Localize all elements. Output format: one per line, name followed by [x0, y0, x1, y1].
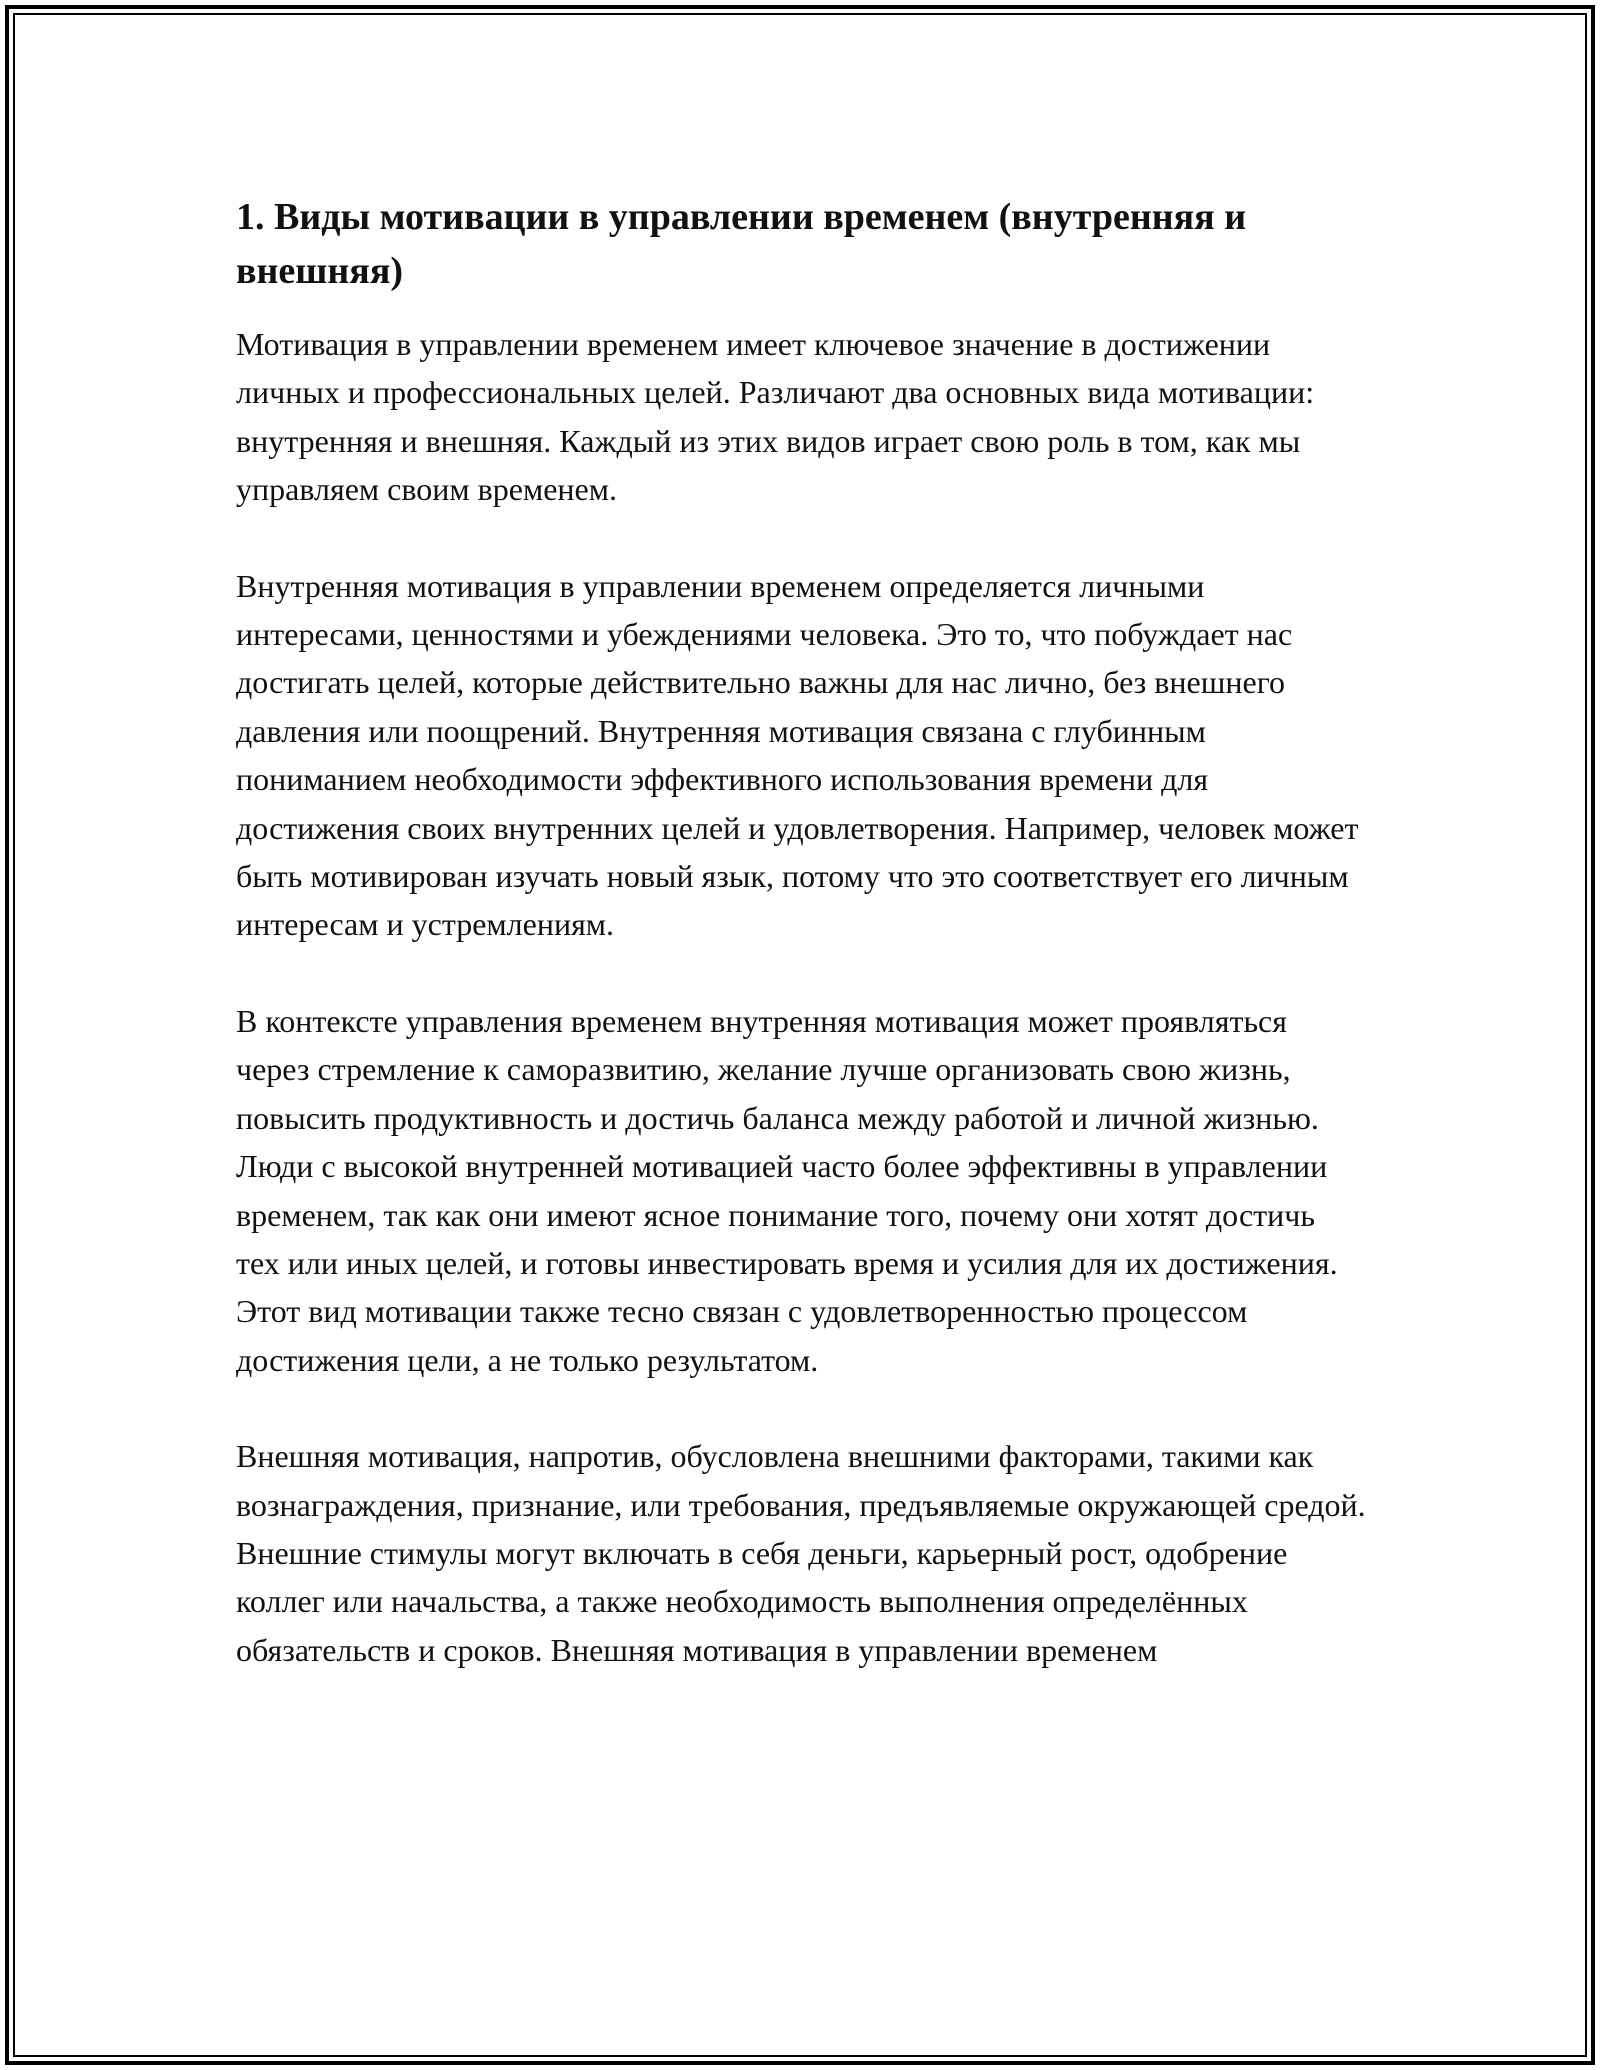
paragraph-intrinsic-in-time-management: В контексте управления временем внутренняя мотивация может проявляться через стремление к саморазвитию, желание лучше организовать свою жизнь, повысить продуктивность и достичь баланса между работой и личной жизнью. Люди с высокой внутренней мотивацией часто более эффективны в управлении временем, так как они имеют ясное понимание того, почему они хотят достичь тех или иных целей, и готовы инвестировать время и усилия для их достижения. Этот вид мотивации также тесно связан с удовлетворенностью процессом достижения цели, а не только результатом.: [236, 1002, 1338, 1378]
paragraph-intro: Мотивация в управлении временем имеет ключевое значение в достижении личных и профессиональных целей. Различают два основных вида мотивации: внутренняя и внешняя. Каждый из этих видов играет свою роль в том, как мы управляем своим временем.: [236, 326, 1315, 508]
paragraph-extrinsic-motivation: Внешняя мотивация, напротив, обусловлена внешними факторами, такими как вознаграждения, признание, или требования, предъявляемые окружающей средой. Внешние стимулы могут включать в себя деньги, карьерный рост, одобрение коллег или начальства, а также необходимость выполнения определённых обязательств и сроков. Внешняя мотивация в управлении временем: [236, 1438, 1366, 1668]
section-heading: 1. Виды мотивации в управлении временем (внутренняя и внешняя): [236, 196, 1247, 292]
paragraph-intrinsic-motivation: Внутренняя мотивация в управлении временем определяется личными интересами, ценностями и убеждениями человека. Это то, что побуждает нас достигать целей, которые действительно важны для нас лично, без внешнего давления или поощрений. Внутренняя мотивация связана с глубинным пониманием необходимости эффективного использования времени для достижения своих внутренних целей и удовлетворения. Например, человек может быть мотивирован изучать новый язык, потому что это соответствует его личным интересам и устремлениям.: [236, 567, 1359, 943]
document-content: [236, 190, 1366, 1674]
